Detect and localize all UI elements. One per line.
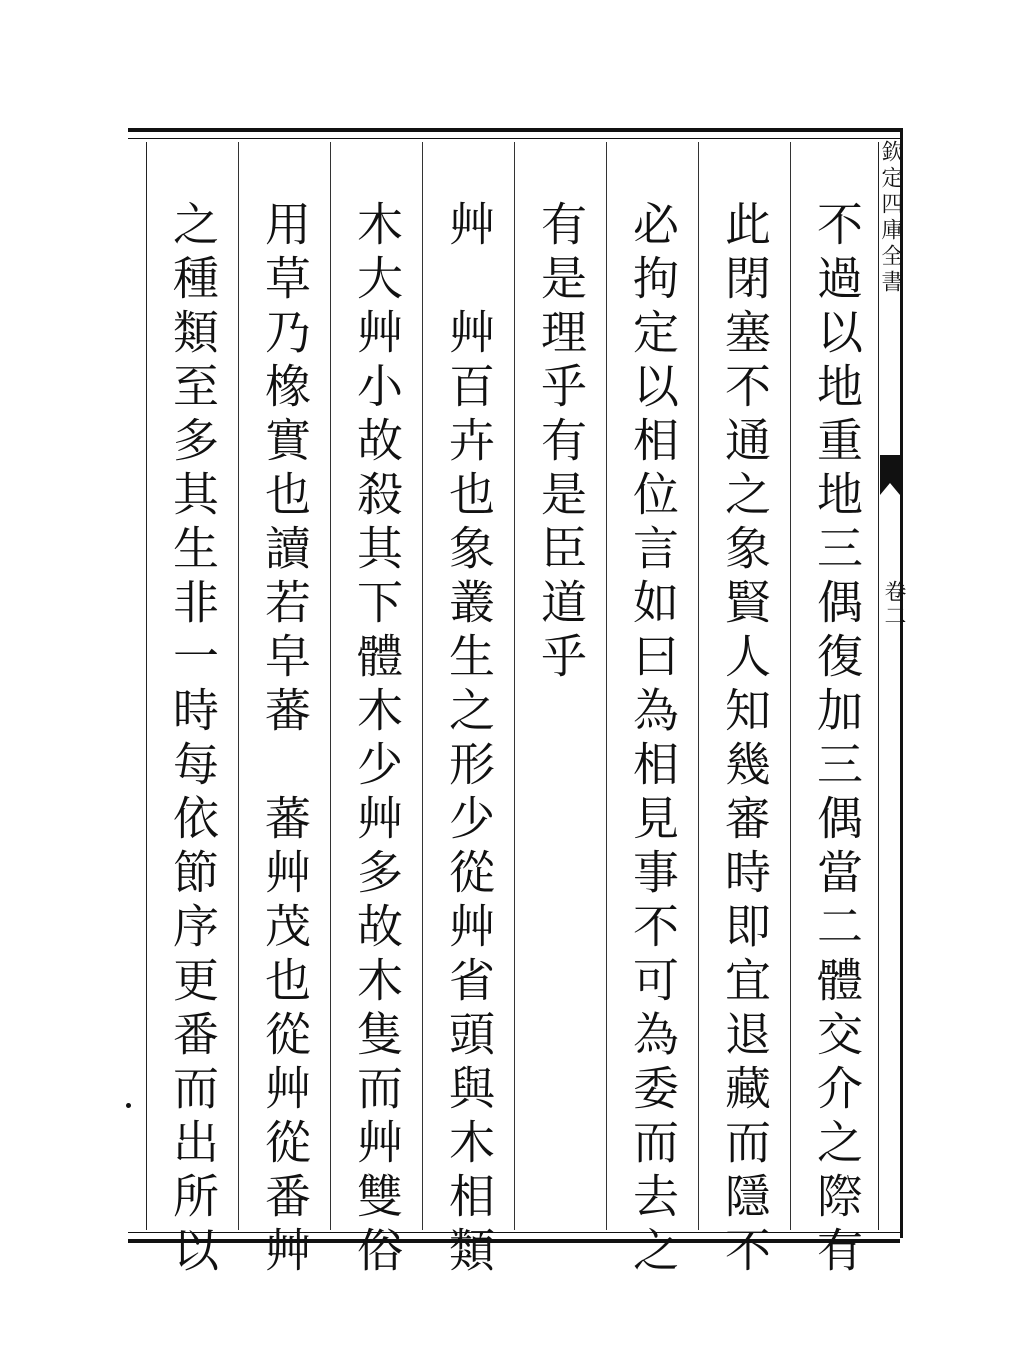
text-column-4: 有是理乎有是臣道乎	[534, 200, 588, 686]
column-divider	[514, 142, 515, 1230]
text-column-5: 艸 艸百卉也象叢生之形少從艸省頭與木相類	[442, 200, 496, 1280]
column-divider	[330, 142, 331, 1230]
bottom-border-rule	[128, 1232, 900, 1243]
book-title-margin: 欽定四庫全書	[878, 140, 903, 296]
left-frame-line	[146, 142, 147, 1230]
ink-speck	[126, 1103, 131, 1108]
column-divider	[238, 142, 239, 1230]
text-column-1: 不過以地重地三偶復加三偶當二體交介之際有	[810, 200, 864, 1280]
text-column-3: 必拘定以相位言如曰為相見事不可為委而去之	[626, 200, 680, 1280]
fishtail-ornament	[880, 455, 900, 495]
column-divider	[606, 142, 607, 1230]
text-column-7: 用草乃橡實也讀若皁蕃 蕃艸茂也從艸從番艸	[258, 200, 312, 1280]
juan-number: 卷二	[881, 580, 906, 628]
top-border-rule	[128, 128, 900, 139]
column-divider	[698, 142, 699, 1230]
column-divider	[422, 142, 423, 1230]
text-column-8: 之種類至多其生非一時每依節序更番而出所以	[166, 200, 220, 1280]
text-column-2: 此閉塞不通之象賢人知幾審時即宜退藏而隱不	[718, 200, 772, 1280]
text-column-6: 木大艸小故殺其下體木少艸多故木隻而艸雙俗	[350, 200, 404, 1280]
column-divider	[790, 142, 791, 1230]
